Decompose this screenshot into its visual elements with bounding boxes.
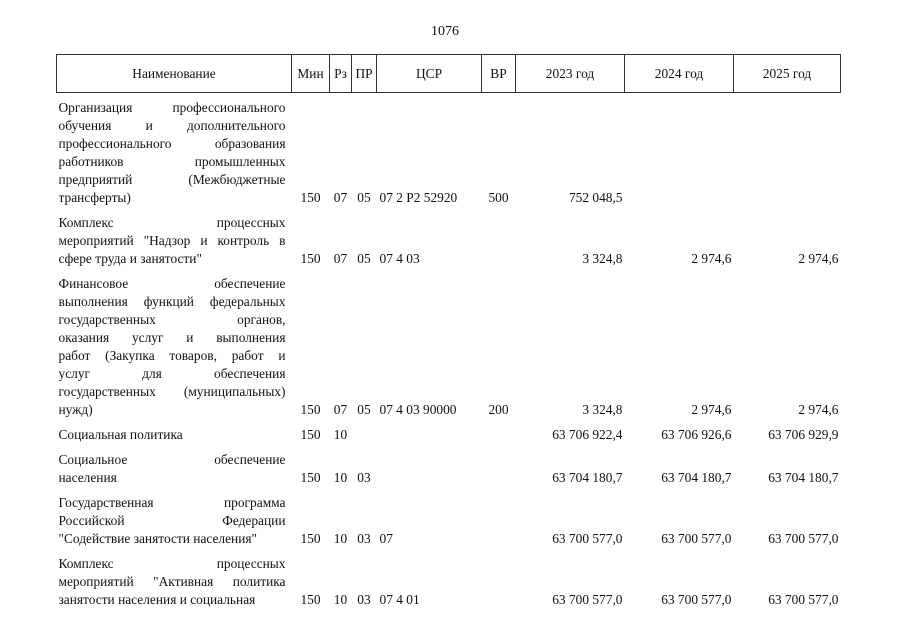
row-csr bbox=[377, 426, 482, 451]
row-name-line: нужд) bbox=[58, 402, 93, 417]
row-amount-2023: 3 324,8 bbox=[582, 251, 623, 266]
row-name-line: работников промышленных bbox=[58, 154, 286, 169]
row-name bbox=[57, 555, 292, 616]
row-name bbox=[57, 93, 292, 215]
row-name bbox=[57, 494, 292, 555]
header-pr: ПР bbox=[352, 55, 377, 93]
row-vr: 500 bbox=[488, 190, 509, 205]
header-rz: Рз bbox=[330, 55, 352, 93]
row-pr: 03 bbox=[357, 531, 371, 546]
row-amount-2023: 752 048,5 bbox=[568, 190, 623, 205]
row-vr bbox=[482, 494, 516, 555]
row-name bbox=[57, 275, 292, 426]
row-csr: 07 4 01 bbox=[379, 592, 420, 607]
row-min: 150 bbox=[300, 251, 321, 266]
row-name-line: работ (Закупка товаров, работ и bbox=[58, 348, 286, 363]
row-min: 150 bbox=[300, 470, 321, 485]
row-name bbox=[57, 451, 292, 494]
header-min: Мин bbox=[292, 55, 330, 93]
row-min: 150 bbox=[300, 190, 321, 205]
row-name-line: государственных (муниципальных) bbox=[58, 384, 286, 399]
table-header bbox=[57, 55, 841, 93]
table-body bbox=[57, 93, 841, 617]
row-amount-2023: 63 706 922,4 bbox=[552, 427, 623, 442]
row-amount-2024: 63 706 926,6 bbox=[661, 427, 732, 442]
row-csr bbox=[377, 451, 482, 494]
row-csr: 07 bbox=[379, 531, 393, 546]
row-name-line: сфере труда и занятости" bbox=[58, 251, 202, 266]
row-name-line: обучения и дополнительного bbox=[58, 118, 286, 133]
row-name-line: Социальная политика bbox=[58, 427, 183, 442]
header-2025: 2025 год bbox=[734, 55, 841, 93]
row-amount-2023: 63 704 180,7 bbox=[552, 470, 623, 485]
row-pr: 05 bbox=[357, 402, 371, 417]
header-csr: ЦСР bbox=[377, 55, 482, 93]
row-name-line: оказания услуг и выполнения bbox=[58, 330, 286, 345]
row-name-line: занятости населения и социальная bbox=[58, 592, 256, 607]
row-csr: 07 2 Р2 52920 bbox=[379, 190, 458, 205]
row-name-line: Социальное обеспечение bbox=[58, 452, 286, 467]
row-name-line: "Содействие занятости населения" bbox=[58, 531, 258, 546]
row-amount-2024 bbox=[625, 93, 734, 215]
row-rz: 07 bbox=[333, 251, 348, 266]
row-amount-2025: 63 700 577,0 bbox=[768, 531, 839, 546]
table-row bbox=[57, 214, 841, 275]
row-min: 150 bbox=[300, 592, 321, 607]
header-vr: ВР bbox=[482, 55, 516, 93]
row-name-line: выполнения функций федеральных bbox=[58, 294, 286, 309]
row-name-line: государственных органов, bbox=[58, 312, 286, 327]
row-rz: 10 bbox=[333, 592, 348, 607]
table-row bbox=[57, 426, 841, 451]
row-amount-2025: 63 704 180,7 bbox=[768, 470, 839, 485]
row-name bbox=[57, 214, 292, 275]
row-amount-2024: 2 974,6 bbox=[691, 402, 732, 417]
row-amount-2023: 63 700 577,0 bbox=[552, 592, 623, 607]
row-vr bbox=[482, 214, 516, 275]
row-rz: 07 bbox=[333, 402, 348, 417]
row-name-line: Государственная программа bbox=[58, 495, 286, 510]
row-pr: 05 bbox=[357, 251, 371, 266]
row-name-line: предприятий (Межбюджетные bbox=[58, 172, 286, 187]
row-amount-2025: 63 706 929,9 bbox=[768, 427, 839, 442]
row-amount-2023: 63 700 577,0 bbox=[552, 531, 623, 546]
row-name-line: Комплекс процессных bbox=[58, 556, 286, 571]
row-pr: 03 bbox=[357, 592, 371, 607]
row-name-line: профессионального образования bbox=[58, 136, 286, 151]
row-name-line: населения bbox=[58, 470, 117, 485]
header-name: Наименование bbox=[57, 55, 292, 93]
row-name-line: трансферты) bbox=[58, 190, 131, 205]
row-vr bbox=[482, 426, 516, 451]
row-amount-2024: 63 700 577,0 bbox=[661, 592, 732, 607]
row-rz: 07 bbox=[333, 190, 348, 205]
row-pr: 05 bbox=[357, 190, 371, 205]
budget-table bbox=[56, 54, 841, 616]
row-name-line: Комплекс процессных bbox=[58, 215, 286, 230]
row-amount-2025: 2 974,6 bbox=[798, 251, 839, 266]
row-pr: 03 bbox=[357, 470, 371, 485]
row-csr: 07 4 03 bbox=[379, 251, 420, 266]
row-name bbox=[57, 426, 292, 451]
table-row bbox=[57, 275, 841, 426]
row-name-line: Организация профессионального bbox=[58, 100, 286, 115]
row-rz: 10 bbox=[333, 470, 348, 485]
table-row bbox=[57, 494, 841, 555]
table-row bbox=[57, 451, 841, 494]
row-amount-2024: 63 700 577,0 bbox=[661, 531, 732, 546]
header-2024: 2024 год bbox=[625, 55, 734, 93]
row-name-line: мероприятий "Активная политика bbox=[58, 574, 286, 589]
row-vr: 200 bbox=[488, 402, 509, 417]
row-rz: 10 bbox=[333, 531, 348, 546]
row-amount-2025: 63 700 577,0 bbox=[768, 592, 839, 607]
row-amount-2025 bbox=[734, 93, 841, 215]
row-name-line: Российской Федерации bbox=[58, 513, 286, 528]
header-2023: 2023 год bbox=[516, 55, 625, 93]
table-row bbox=[57, 555, 841, 616]
row-pr bbox=[352, 426, 377, 451]
row-min: 150 bbox=[300, 427, 321, 442]
row-csr: 07 4 03 90000 bbox=[379, 402, 457, 417]
row-min: 150 bbox=[300, 402, 321, 417]
page-number: 1076 bbox=[431, 24, 459, 39]
row-amount-2024: 2 974,6 bbox=[691, 251, 732, 266]
row-rz: 10 bbox=[333, 427, 348, 442]
row-min: 150 bbox=[300, 531, 321, 546]
row-name-line: мероприятий "Надзор и контроль в bbox=[58, 233, 286, 248]
row-amount-2025: 2 974,6 bbox=[798, 402, 839, 417]
row-name-line: услуг для обеспечения bbox=[58, 366, 286, 381]
row-vr bbox=[482, 555, 516, 616]
row-name-line: Финансовое обеспечение bbox=[58, 276, 286, 291]
row-vr bbox=[482, 451, 516, 494]
table-row bbox=[57, 93, 841, 215]
row-amount-2024: 63 704 180,7 bbox=[661, 470, 732, 485]
row-amount-2023: 3 324,8 bbox=[582, 402, 623, 417]
